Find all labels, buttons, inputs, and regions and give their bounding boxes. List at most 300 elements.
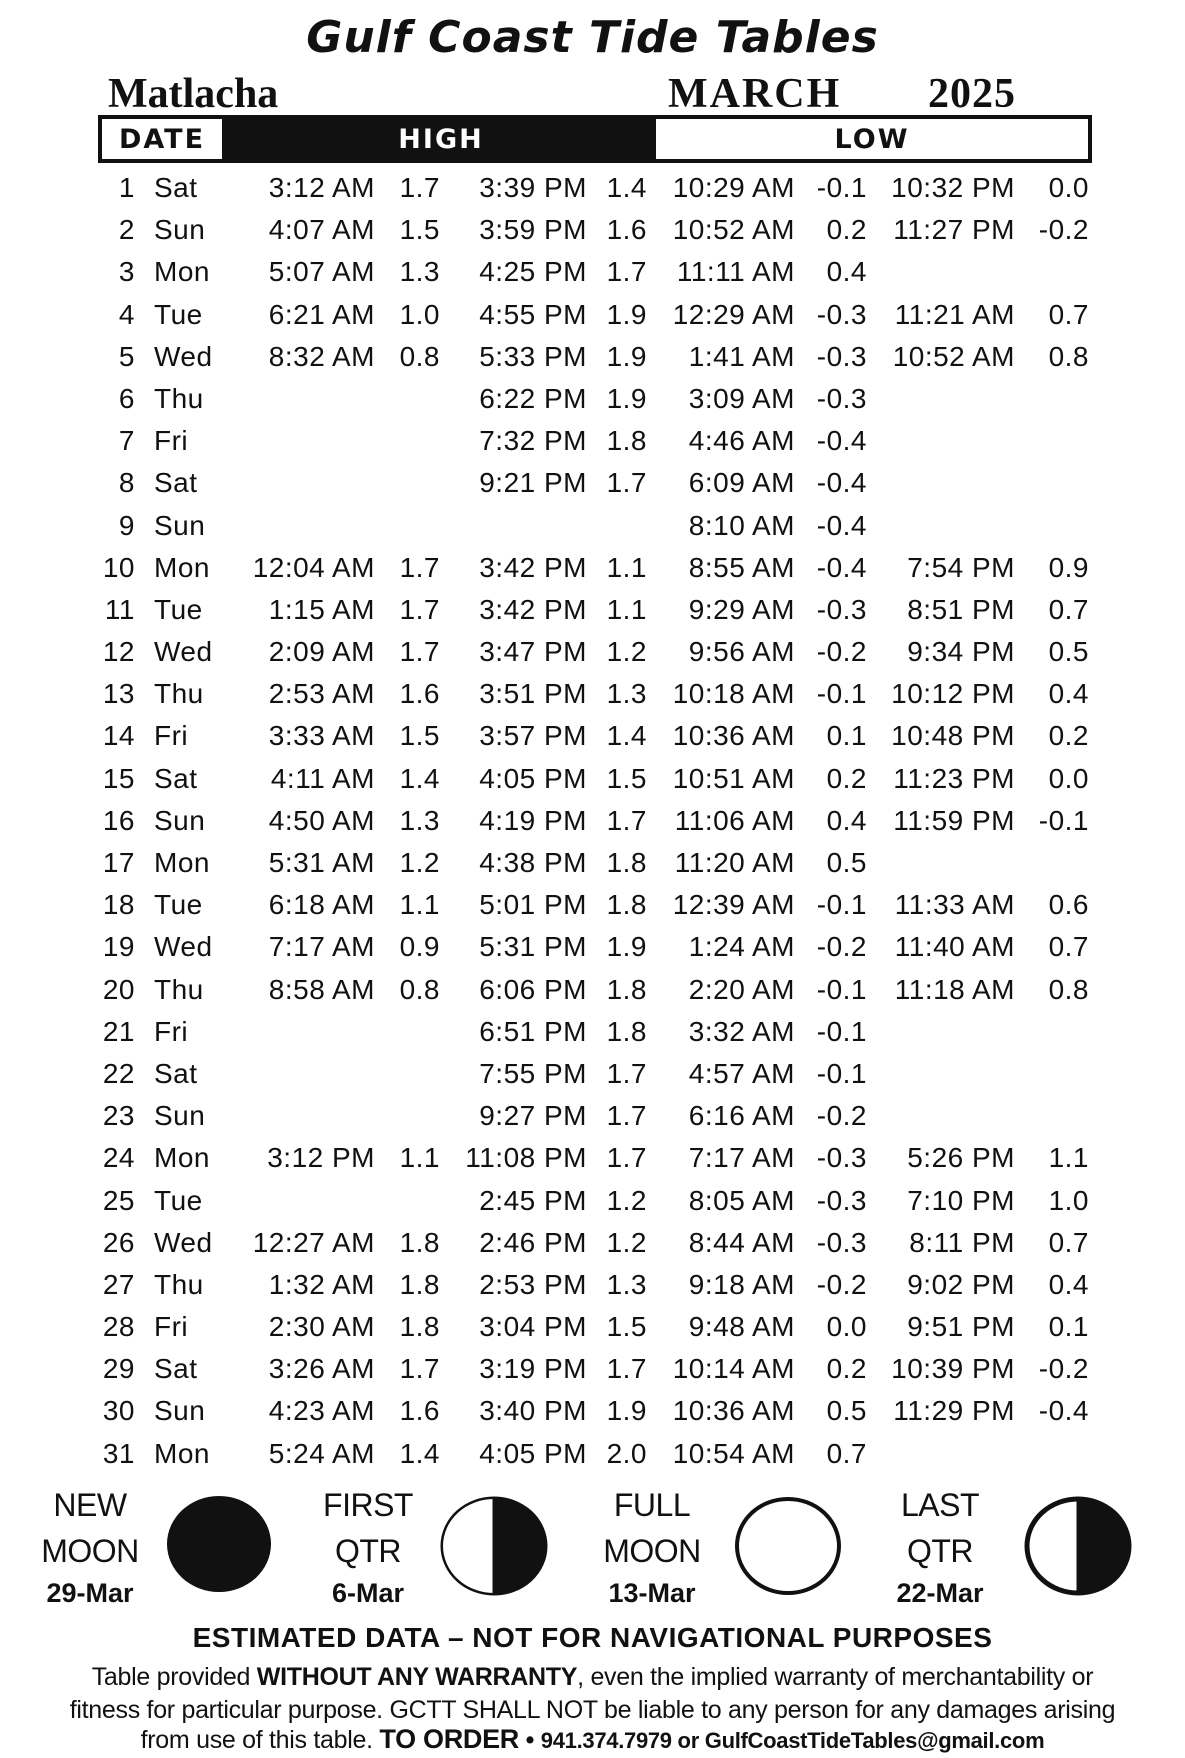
high-time-2: 3:51 PM [479, 678, 587, 710]
table-row [0, 293, 1185, 335]
low-time-1: 10:18 AM [672, 678, 795, 710]
disclaimer-line-3-a: from use of this table. [140, 1726, 380, 1754]
high-time-2: 4:25 PM [479, 256, 587, 288]
full-moon-date: 13-Mar [608, 1578, 696, 1608]
low-height-1: -0.3 [816, 1184, 867, 1216]
table-row [0, 757, 1185, 799]
high-height-2: 1.8 [606, 1015, 647, 1047]
low-height-1: -0.4 [816, 509, 867, 541]
high-time-1: 6:21 AM [268, 298, 375, 330]
day-number: 6 [118, 382, 135, 414]
day-number: 24 [102, 1142, 135, 1174]
low-time-2: 10:52 AM [892, 340, 1015, 372]
high-height-2: 1.6 [606, 214, 647, 246]
low-height-2: -0.2 [1038, 214, 1089, 246]
low-height-2: 0.8 [1048, 973, 1089, 1005]
disclaimer-line-1-a: Table provided [91, 1663, 257, 1691]
high-time-1: 3:12 PM [267, 1142, 375, 1174]
low-time-1: 10:14 AM [672, 1353, 795, 1385]
table-row [0, 377, 1185, 419]
table-row [0, 419, 1185, 461]
day-number: 16 [102, 804, 135, 836]
low-time-1: 3:09 AM [688, 382, 795, 414]
table-row [0, 208, 1185, 250]
weekday: Sat [154, 1057, 198, 1089]
high-height-1: 1.3 [399, 804, 440, 836]
weekday: Sun [154, 1395, 206, 1427]
table-row [0, 1052, 1185, 1094]
high-height-1: 0.9 [399, 931, 440, 963]
day-number: 5 [118, 340, 135, 372]
low-height-1: -0.3 [816, 1226, 867, 1258]
high-time-2: 9:21 PM [479, 467, 587, 499]
low-time-2: 9:34 PM [907, 636, 1015, 668]
low-time-1: 10:29 AM [672, 172, 795, 203]
table-row [0, 968, 1185, 1010]
new-moon-date: 29-Mar [46, 1578, 134, 1608]
day-number: 30 [102, 1395, 135, 1427]
table-row [0, 1179, 1185, 1221]
low-height-2: 0.9 [1048, 551, 1089, 583]
high-height-1: 1.4 [399, 762, 440, 794]
low-height-1: -0.1 [816, 889, 867, 921]
high-time-2: 3:59 PM [479, 214, 587, 246]
weekday: Tue [154, 593, 203, 625]
high-time-1: 4:23 AM [268, 1395, 375, 1427]
day-number: 23 [102, 1100, 135, 1132]
low-height-1: -0.2 [816, 1268, 867, 1300]
low-time-2: 9:02 PM [907, 1268, 1015, 1300]
location-name: Matlacha [108, 71, 279, 117]
weekday: Thu [154, 678, 204, 710]
high-time-2: 4:19 PM [479, 804, 587, 836]
column-header-date: DATE [102, 119, 226, 159]
low-time-2: 10:48 PM [891, 720, 1015, 752]
last-quarter-label [870, 1482, 1010, 1574]
weekday: Wed [154, 931, 213, 963]
low-height-1: 0.5 [826, 1395, 867, 1427]
low-height-1: -0.3 [816, 1142, 867, 1174]
table-row [0, 166, 1185, 208]
weekday: Sun [154, 804, 206, 836]
weekday: Mon [154, 551, 210, 583]
low-height-2: 0.7 [1048, 593, 1089, 625]
high-height-2: 1.2 [606, 1184, 647, 1216]
high-height-2: 1.9 [606, 1395, 647, 1427]
table-row [0, 925, 1185, 967]
table-header [98, 115, 1092, 163]
disclaimer-line-1-b: WITHOUT ANY WARRANTY [256, 1663, 578, 1691]
high-time-2: 6:51 PM [479, 1015, 587, 1047]
high-height-2: 1.1 [606, 593, 647, 625]
low-time-1: 8:55 AM [688, 551, 795, 583]
low-height-2: -0.2 [1038, 1353, 1089, 1385]
high-height-1: 1.1 [399, 1142, 440, 1174]
weekday: Wed [154, 1226, 213, 1258]
low-height-1: 0.2 [826, 762, 867, 794]
column-header-high: HIGH [226, 119, 656, 159]
low-height-1: 0.2 [826, 1353, 867, 1385]
low-height-1: 0.2 [826, 214, 867, 246]
new-moon-label-line1: NEW [53, 1487, 127, 1523]
weekday: Mon [154, 1142, 210, 1174]
table-row [0, 1010, 1185, 1052]
high-time-2: 3:47 PM [479, 636, 587, 668]
weekday: Fri [154, 1015, 189, 1047]
low-time-1: 1:24 AM [688, 931, 795, 963]
bullet-separator: • [519, 1726, 541, 1754]
high-time-2: 7:55 PM [479, 1057, 587, 1089]
table-row [0, 841, 1185, 883]
disclaimer-line-2: fitness for particular purpose. GCTT SHALL NOT be liable to any person for any damages arising [69, 1696, 1116, 1724]
day-number: 20 [102, 973, 135, 1005]
day-number: 19 [102, 931, 135, 963]
low-time-1: 6:09 AM [688, 467, 795, 499]
day-number: 17 [102, 847, 135, 878]
weekday: Thu [154, 973, 204, 1005]
day-number: 21 [102, 1015, 135, 1047]
high-time-1: 7:17 AM [268, 931, 375, 963]
low-height-1: 0.4 [826, 804, 867, 836]
high-height-1: 1.2 [399, 847, 440, 878]
low-height-1: -0.2 [816, 1100, 867, 1132]
high-time-2: 3:39 PM [479, 172, 587, 203]
full-moon-label [582, 1482, 722, 1574]
high-time-1: 3:12 AM [268, 172, 375, 203]
table-row [0, 714, 1185, 756]
high-time-2: 4:55 PM [479, 298, 587, 330]
weekday: Mon [154, 256, 210, 288]
low-time-2: 9:51 PM [907, 1311, 1015, 1343]
table-row [0, 630, 1185, 672]
high-height-1: 1.7 [399, 593, 440, 625]
high-time-1: 5:24 AM [268, 1437, 375, 1469]
low-time-2: 5:26 PM [907, 1142, 1015, 1174]
high-height-2: 1.4 [606, 172, 647, 203]
low-height-2: 1.0 [1048, 1184, 1089, 1216]
low-time-1: 8:44 AM [688, 1226, 795, 1258]
low-time-1: 9:56 AM [688, 636, 795, 668]
table-row [0, 504, 1185, 546]
day-number: 8 [118, 467, 135, 499]
day-number: 27 [102, 1268, 135, 1300]
low-height-1: -0.4 [816, 467, 867, 499]
low-time-2: 11:21 AM [894, 298, 1015, 330]
first-quarter-icon [438, 1494, 550, 1598]
day-number: 15 [102, 762, 135, 794]
weekday: Sun [154, 509, 206, 541]
day-number: 2 [118, 214, 135, 246]
high-height-2: 1.2 [606, 1226, 647, 1258]
high-time-2: 6:06 PM [479, 973, 587, 1005]
moon-phases [0, 1482, 1185, 1612]
low-time-1: 9:48 AM [688, 1311, 795, 1343]
low-time-1: 1:41 AM [688, 340, 795, 372]
low-time-1: 10:52 AM [672, 214, 795, 246]
low-height-2: 0.2 [1048, 720, 1089, 752]
high-time-2: 4:05 PM [479, 1437, 587, 1469]
low-time-1: 10:54 AM [672, 1437, 795, 1469]
table-row [0, 461, 1185, 503]
low-height-1: -0.1 [816, 1015, 867, 1047]
high-time-1: 3:26 AM [268, 1353, 375, 1385]
low-time-2: 10:39 PM [891, 1353, 1015, 1385]
first-quarter-label-line1: FIRST [323, 1487, 413, 1523]
high-height-2: 1.7 [606, 467, 647, 499]
low-height-2: 0.5 [1048, 636, 1089, 668]
high-height-2: 1.3 [606, 678, 647, 710]
low-height-2: 0.1 [1048, 1311, 1089, 1343]
low-height-2: 0.6 [1048, 889, 1089, 921]
low-time-1: 12:29 AM [672, 298, 795, 330]
high-height-1: 1.0 [399, 298, 440, 330]
high-height-2: 1.3 [606, 1268, 647, 1300]
high-time-1: 4:07 AM [268, 214, 375, 246]
disclaimer-line-1 [0, 1660, 1185, 1694]
high-height-1: 1.7 [399, 172, 440, 203]
day-number: 18 [102, 889, 135, 921]
weekday: Wed [154, 340, 213, 372]
new-moon-icon [163, 1492, 275, 1596]
full-moon-label-line1: FULL [613, 1487, 691, 1523]
high-time-2: 5:31 PM [479, 931, 587, 963]
high-height-1: 1.5 [399, 214, 440, 246]
high-height-1: 1.8 [399, 1268, 440, 1300]
high-height-2: 1.8 [606, 973, 647, 1005]
high-height-2: 1.7 [606, 256, 647, 288]
day-number: 12 [102, 636, 135, 668]
weekday: Tue [154, 298, 203, 330]
high-time-1: 1:32 AM [268, 1268, 375, 1300]
weekday: Mon [154, 1437, 210, 1469]
weekday: Sat [154, 1353, 198, 1385]
tide-table-body [0, 166, 1185, 1474]
high-time-1: 12:27 AM [252, 1226, 375, 1258]
low-height-1: 0.4 [826, 256, 867, 288]
low-time-2: 11:18 AM [894, 973, 1015, 1005]
high-height-2: 1.9 [606, 340, 647, 372]
high-time-2: 3:04 PM [479, 1311, 587, 1343]
high-time-2: 3:19 PM [479, 1353, 587, 1385]
day-number: 26 [102, 1226, 135, 1258]
high-time-2: 6:22 PM [479, 382, 587, 414]
year-label: 2025 [928, 71, 1016, 117]
low-height-1: -0.1 [816, 973, 867, 1005]
low-height-1: -0.3 [816, 340, 867, 372]
weekday: Sat [154, 762, 198, 794]
high-height-1: 1.7 [399, 1353, 440, 1385]
weekday: Wed [154, 636, 213, 668]
high-time-2: 3:40 PM [479, 1395, 587, 1427]
high-height-2: 1.9 [606, 298, 647, 330]
low-time-1: 11:06 AM [674, 804, 795, 836]
low-time-2: 11:33 AM [894, 889, 1015, 921]
high-time-2: 2:53 PM [479, 1268, 587, 1300]
high-time-2: 3:42 PM [479, 551, 587, 583]
day-number: 11 [104, 593, 135, 625]
weekday: Fri [154, 1311, 189, 1343]
high-time-1: 6:18 AM [268, 889, 375, 921]
low-height-2: 0.0 [1048, 172, 1089, 203]
high-height-1: 0.8 [399, 340, 440, 372]
high-time-2: 11:08 PM [465, 1142, 587, 1174]
low-height-2: 0.7 [1048, 931, 1089, 963]
high-height-2: 1.9 [606, 931, 647, 963]
low-time-2: 11:23 PM [893, 762, 1015, 794]
new-moon-label-line2: MOON [41, 1533, 139, 1569]
low-height-1: -0.1 [816, 1057, 867, 1089]
weekday: Mon [154, 847, 210, 878]
low-time-1: 12:39 AM [672, 889, 795, 921]
weekday: Sun [154, 214, 206, 246]
low-height-2: 0.8 [1048, 340, 1089, 372]
day-number: 14 [102, 720, 135, 752]
table-row [0, 250, 1185, 292]
table-row [0, 335, 1185, 377]
high-height-2: 1.2 [606, 636, 647, 668]
high-height-2: 1.8 [606, 889, 647, 921]
last-quarter-label-line2: QTR [906, 1533, 974, 1569]
high-height-2: 1.7 [606, 1353, 647, 1385]
low-height-2: -0.1 [1038, 804, 1089, 836]
day-number: 22 [102, 1057, 135, 1089]
day-number: 29 [102, 1353, 135, 1385]
high-height-1: 1.5 [399, 720, 440, 752]
table-row [0, 1263, 1185, 1305]
low-time-1: 11:11 AM [676, 256, 795, 288]
high-time-1: 8:58 AM [268, 973, 375, 1005]
high-time-2: 2:46 PM [479, 1226, 587, 1258]
low-time-1: 9:29 AM [688, 593, 795, 625]
high-height-1: 1.8 [399, 1226, 440, 1258]
high-height-2: 1.5 [606, 762, 647, 794]
low-height-2: -0.4 [1038, 1395, 1089, 1427]
high-time-1: 4:50 AM [268, 804, 375, 836]
low-time-2: 10:32 PM [891, 172, 1015, 203]
low-time-1: 4:57 AM [688, 1057, 795, 1089]
high-height-2: 1.7 [606, 804, 647, 836]
weekday: Thu [154, 1268, 204, 1300]
weekday: Fri [154, 425, 189, 457]
weekday: Thu [154, 382, 204, 414]
low-time-1: 10:51 AM [672, 762, 795, 794]
low-time-1: 8:10 AM [688, 509, 795, 541]
high-height-2: 1.1 [606, 551, 647, 583]
high-time-1: 4:11 AM [270, 762, 375, 794]
day-number: 9 [118, 509, 135, 541]
high-height-2: 1.8 [606, 847, 647, 878]
low-height-1: -0.3 [816, 593, 867, 625]
last-quarter-date: 22-Mar [896, 1578, 984, 1608]
table-row [0, 1347, 1185, 1389]
high-time-1: 5:31 AM [268, 847, 375, 878]
low-height-1: 0.7 [826, 1437, 867, 1469]
low-height-1: -0.1 [816, 172, 867, 203]
new-moon-label [20, 1482, 160, 1574]
high-height-1: 1.8 [399, 1311, 440, 1343]
high-time-1: 3:33 AM [268, 720, 375, 752]
disclaimer-heading: ESTIMATED DATA – NOT FOR NAVIGATIONAL PURPOSES [192, 1622, 993, 1653]
high-height-2: 1.7 [606, 1100, 647, 1132]
high-time-2: 4:05 PM [479, 762, 587, 794]
low-height-1: -0.4 [816, 551, 867, 583]
high-height-2: 1.4 [606, 720, 647, 752]
high-time-2: 7:32 PM [479, 425, 587, 457]
low-height-1: -0.1 [816, 678, 867, 710]
low-time-1: 3:32 AM [688, 1015, 795, 1047]
high-height-1: 1.6 [399, 678, 440, 710]
high-time-2: 3:57 PM [479, 720, 587, 752]
low-time-2: 8:51 PM [907, 593, 1015, 625]
low-time-1: 2:20 AM [688, 973, 795, 1005]
table-row [0, 1432, 1185, 1474]
high-height-2: 2.0 [606, 1437, 647, 1469]
high-height-2: 1.7 [606, 1057, 647, 1089]
low-height-2: 0.0 [1048, 762, 1089, 794]
low-time-1: 6:16 AM [688, 1100, 795, 1132]
page-title: Gulf Coast Tide Tables [306, 12, 879, 63]
low-time-2: 7:54 PM [907, 551, 1015, 583]
low-time-1: 7:17 AM [688, 1142, 795, 1174]
high-time-2: 9:27 PM [479, 1100, 587, 1132]
low-time-1: 4:46 AM [688, 425, 795, 457]
high-time-1: 12:04 AM [252, 551, 375, 583]
high-height-1: 1.4 [399, 1437, 440, 1469]
weekday: Fri [154, 720, 189, 752]
low-height-1: -0.2 [816, 636, 867, 668]
last-quarter-icon [1022, 1494, 1134, 1598]
table-row [0, 588, 1185, 630]
low-height-2: 1.1 [1048, 1142, 1089, 1174]
day-number: 13 [102, 678, 135, 710]
day-number: 10 [102, 551, 135, 583]
low-time-1: 10:36 AM [672, 720, 795, 752]
low-time-2: 11:27 PM [893, 214, 1015, 246]
low-time-2: 7:10 PM [907, 1184, 1015, 1216]
weekday: Sat [154, 467, 198, 499]
weekday: Tue [154, 889, 203, 921]
high-height-2: 1.8 [606, 425, 647, 457]
low-time-2: 11:59 PM [893, 804, 1015, 836]
low-time-2: 11:40 AM [894, 931, 1015, 963]
day-number: 28 [102, 1311, 135, 1343]
high-time-1: 1:15 AM [268, 593, 375, 625]
low-height-1: -0.4 [816, 425, 867, 457]
table-row [0, 1136, 1185, 1178]
low-time-1: 9:18 AM [688, 1268, 795, 1300]
table-row [0, 1221, 1185, 1263]
high-time-2: 5:01 PM [479, 889, 587, 921]
low-time-2: 10:12 PM [891, 678, 1015, 710]
weekday: Sat [154, 172, 198, 203]
disclaimer-line-1-c: , even the implied warranty of merchantability or [577, 1663, 1094, 1691]
weekday: Sun [154, 1100, 206, 1132]
full-moon-label-line2: MOON [603, 1533, 701, 1569]
high-height-2: 1.9 [606, 382, 647, 414]
table-row [0, 799, 1185, 841]
low-height-2: 0.7 [1048, 298, 1089, 330]
first-quarter-label-line2: QTR [334, 1533, 402, 1569]
full-moon-icon [732, 1494, 844, 1598]
high-time-1: 8:32 AM [268, 340, 375, 372]
table-row [0, 546, 1185, 588]
high-time-1: 5:07 AM [268, 256, 375, 288]
first-quarter-label [298, 1482, 438, 1574]
disclaimer-line-3 [0, 1722, 1185, 1758]
low-height-1: -0.2 [816, 931, 867, 963]
low-height-1: 0.0 [826, 1311, 867, 1343]
low-height-1: -0.3 [816, 298, 867, 330]
